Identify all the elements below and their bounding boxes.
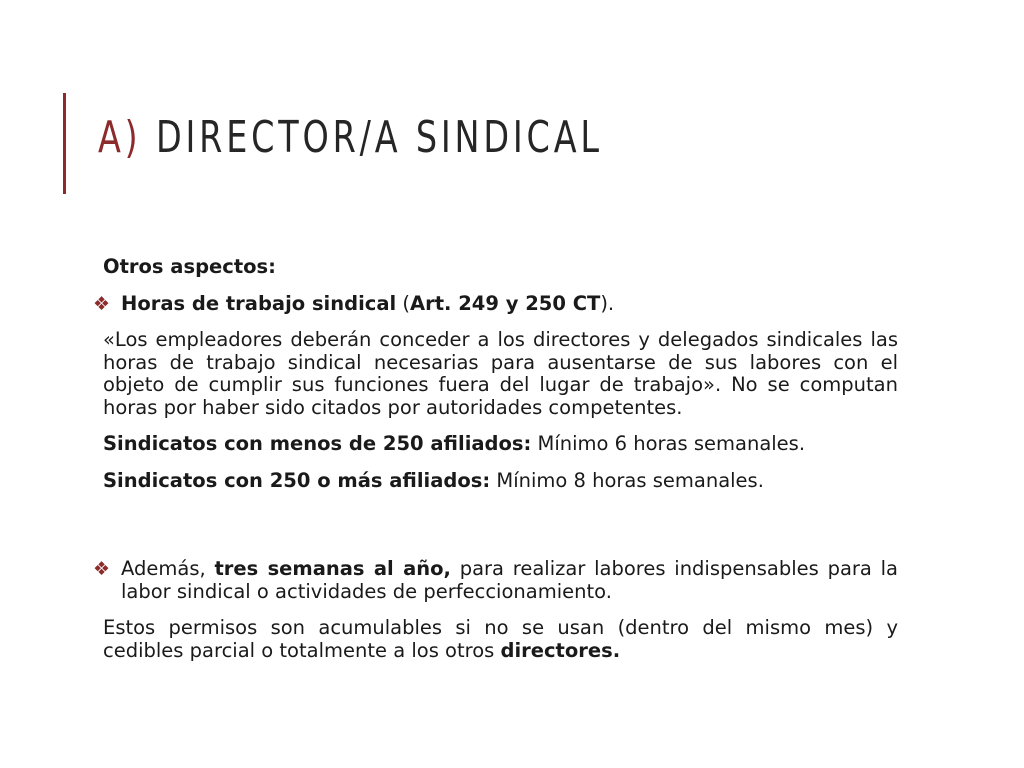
- bullet-hours-bold: Horas de trabajo sindical: [121, 291, 397, 315]
- closing-text-body: Estos permisos son acumulables si no se usan (dentro del mismo mes) y cedibles parcial o totalmente a los otros: [103, 616, 898, 662]
- intro-text: [80, 256, 898, 279]
- bullet-hours: [80, 293, 898, 316]
- intro-label: Otros aspectos:: [103, 255, 276, 278]
- bullet-hours-open: (: [396, 291, 410, 315]
- title-prefix: A): [98, 112, 142, 163]
- closing-text-bold: directores.: [500, 638, 621, 662]
- closing-text: [80, 617, 898, 662]
- rule-small-unions-label: Sindicatos con menos de 250 afiliados:: [103, 432, 532, 455]
- bullet-weeks-text2: para realizar labores indispensables para la labor sindical o actividades de perfeccionamiento.: [121, 557, 898, 603]
- slide-title: [98, 112, 603, 165]
- bullet-weeks-bold: tres semanas al año,: [214, 557, 451, 580]
- rule-large-unions-label: Sindicatos con 250 o más afiliados:: [103, 468, 491, 492]
- bullet-hours-close: ).: [600, 291, 615, 315]
- diamond-bullet-icon: ❖: [93, 558, 111, 580]
- slide-body: [80, 256, 898, 676]
- bullet-weeks: [80, 558, 898, 603]
- bullet-weeks-text1: Además,: [121, 557, 215, 580]
- bullet-hours-article: Art. 249 y 250 CT: [409, 291, 601, 315]
- rule-large-unions: [80, 470, 898, 493]
- spacer: [80, 506, 898, 558]
- diamond-bullet-icon: ❖: [93, 292, 111, 315]
- title-accent-bar: [63, 93, 66, 194]
- rule-small-unions-text: Mínimo 6 horas semanales.: [531, 432, 806, 455]
- rule-small-unions: [80, 433, 898, 456]
- rule-large-unions-text: Mínimo 8 horas semanales.: [490, 468, 764, 492]
- title-main: DIRECTOR/A SINDICAL: [155, 112, 603, 163]
- law-quote: «Los empleadores deberán conceder a los directores y delegados sindicales las horas de trabajo sindical necesarias para ausentarse de sus labores con el objeto de cumplir sus funciones fuera del lugar de trabajo». No se computan horas por haber sido citados por autoridades competentes.: [103, 328, 898, 419]
